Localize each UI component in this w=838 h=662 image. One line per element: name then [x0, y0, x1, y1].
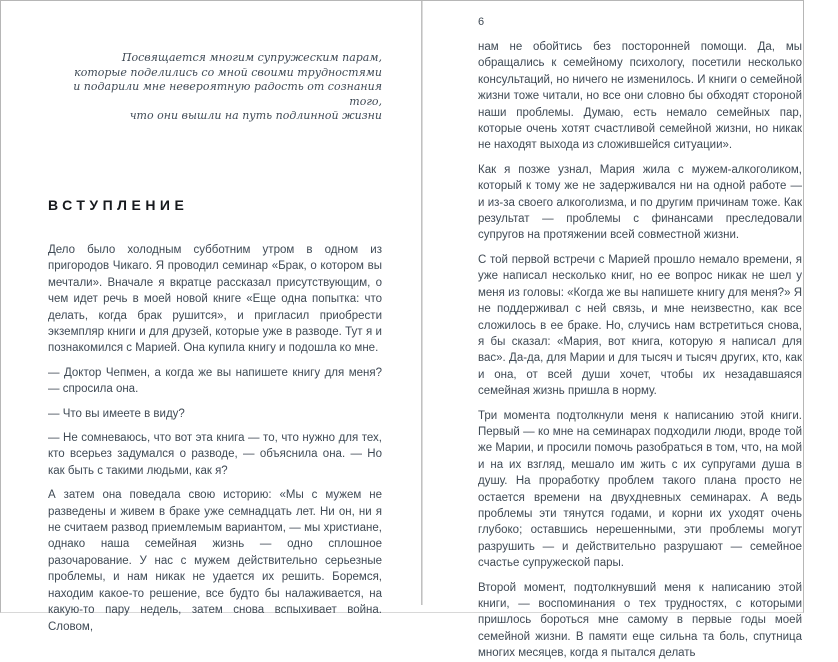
- body-paragraph: Второй момент, подтолкнувший меня к написанию этой книги, — воспоминания о тех трудностях, с которыми пришлось бороться мне самому в первые годы моей семейной жизни. В памяти еще сильна та боль, спутница многих месяцев, когда я пытался делать: [478, 581, 802, 660]
- body-paragraph: Как я позже узнал, Мария жила с мужем-алкоголиком, который к тому же не задерживался ни на одной работе — и из-за своего алкоголизма, и по другим причинам тоже. Как результат — проблемы с финансами преследовали супругов на протяжении всей совместной жизни.: [478, 163, 802, 242]
- dedication-line: что они вышли на путь подлинной жизни: [129, 109, 382, 123]
- left-page: [48, 1, 382, 633]
- body-paragraph: Три момента подтолкнули меня к написанию этой книги. Первый — ко мне на семинарах подходили люди, вроде той же Марии, и просили помочь разобраться в том, что, на мой и на их взгляд, мешало им жить с их супругами душа в душу. На проработку проблем такого плана просто не остается времени на двухдневных семинарах. А ведь проблемы эти тянутся годами, и корни их уходят очень глубоко; оставшись нерешенными, эти проблемы могут разрушить — и действительно разрушают — семейное счастье супружеской пары.: [478, 409, 802, 570]
- body-paragraph: — Доктор Чепмен, а когда же вы напишете книгу для меня? — спросила она.: [48, 366, 382, 396]
- body-paragraph: С той первой встречи с Марией прошло немало времени, я уже написал несколько книг, но ее вопрос никак не шел у меня из головы: «Когда же вы напишете книгу для меня?» Я не поддерживал с ней связь, и мне неизвестно, как все сложилось в ее браке. Но, случись нам встретиться снова, я бы сказал: «Мария, вот книга, которую я написал для вас». Да-да, для Марии и для тысяч и тысяч других, кто, как и она, от всей души хочет, чтобы их незадавшаяся семейная жизнь пришла в норму.: [478, 253, 802, 398]
- body-paragraph: — Что вы имеете в виду?: [48, 407, 185, 420]
- page-divider: [421, 1, 423, 605]
- dedication-line: Посвящается многим супружеским парам,: [121, 51, 382, 64]
- body-paragraph: — Не сомневаюсь, что вот эта книга — то, что нужно для тех, кто всерьез задумался о разводе, — объяснила она. — Но как быть с такими людьми, как я?: [48, 432, 382, 477]
- body-paragraph: Дело было холодным субботним утром в одном из пригородов Чикаго. Я проводил семинар «Брак, о котором вы мечтали». Вначале я вкратце рассказал присутствующим, о чем идет речь в моей новой книге «Еще одна попытка: что делать, когда брак рушится», и пригласил приобрести экземпляр книги и для друзей, которые уже в разводе. Тут я и познакомился с Марией. Она купила книгу и подошла ко мне.: [48, 243, 382, 355]
- right-page-body: [478, 39, 802, 662]
- page-number: 6: [478, 16, 485, 28]
- body-paragraph: А затем она поведала свою историю: «Мы с мужем не разведены и живем в браке уже семнадцать лет. Ни он, ни я не считаем развод приемлемым вариантом, — мы христиане, однако наша семейная жизнь — одно сплошное разочарование. У нас с мужем действительно серьезные проблемы, и нам никак не удается их решить. Боремся, находим какое-то решение, все будто бы налаживается, на какую-то пару недель, затем снова вспыхивает война. Словом,: [48, 489, 382, 633]
- body-paragraph: нам не обойтись без посторонней помощи. Да, мы обращались к семейному психологу, посетили несколько консультаций, но ничего не изменилось. И книги о семейной жизни тоже читали, но все они словно бы обходят стороной наши проблемы. Думаю, есть немало семейных пар, которые очень хотят счастливой семейной жизни, но никак не находят выхода из сложившейся ситуации».: [478, 41, 802, 152]
- dedication: [48, 51, 382, 124]
- dedication-line: которые поделились со мной своими трудностями: [74, 65, 382, 79]
- dedication-line: и подарили мне невероятную радость от сознания того,: [73, 80, 382, 108]
- right-page: [478, 1, 802, 660]
- left-page-body: [48, 242, 382, 635]
- chapter-heading: ВСТУПЛЕНИЕ: [48, 196, 189, 213]
